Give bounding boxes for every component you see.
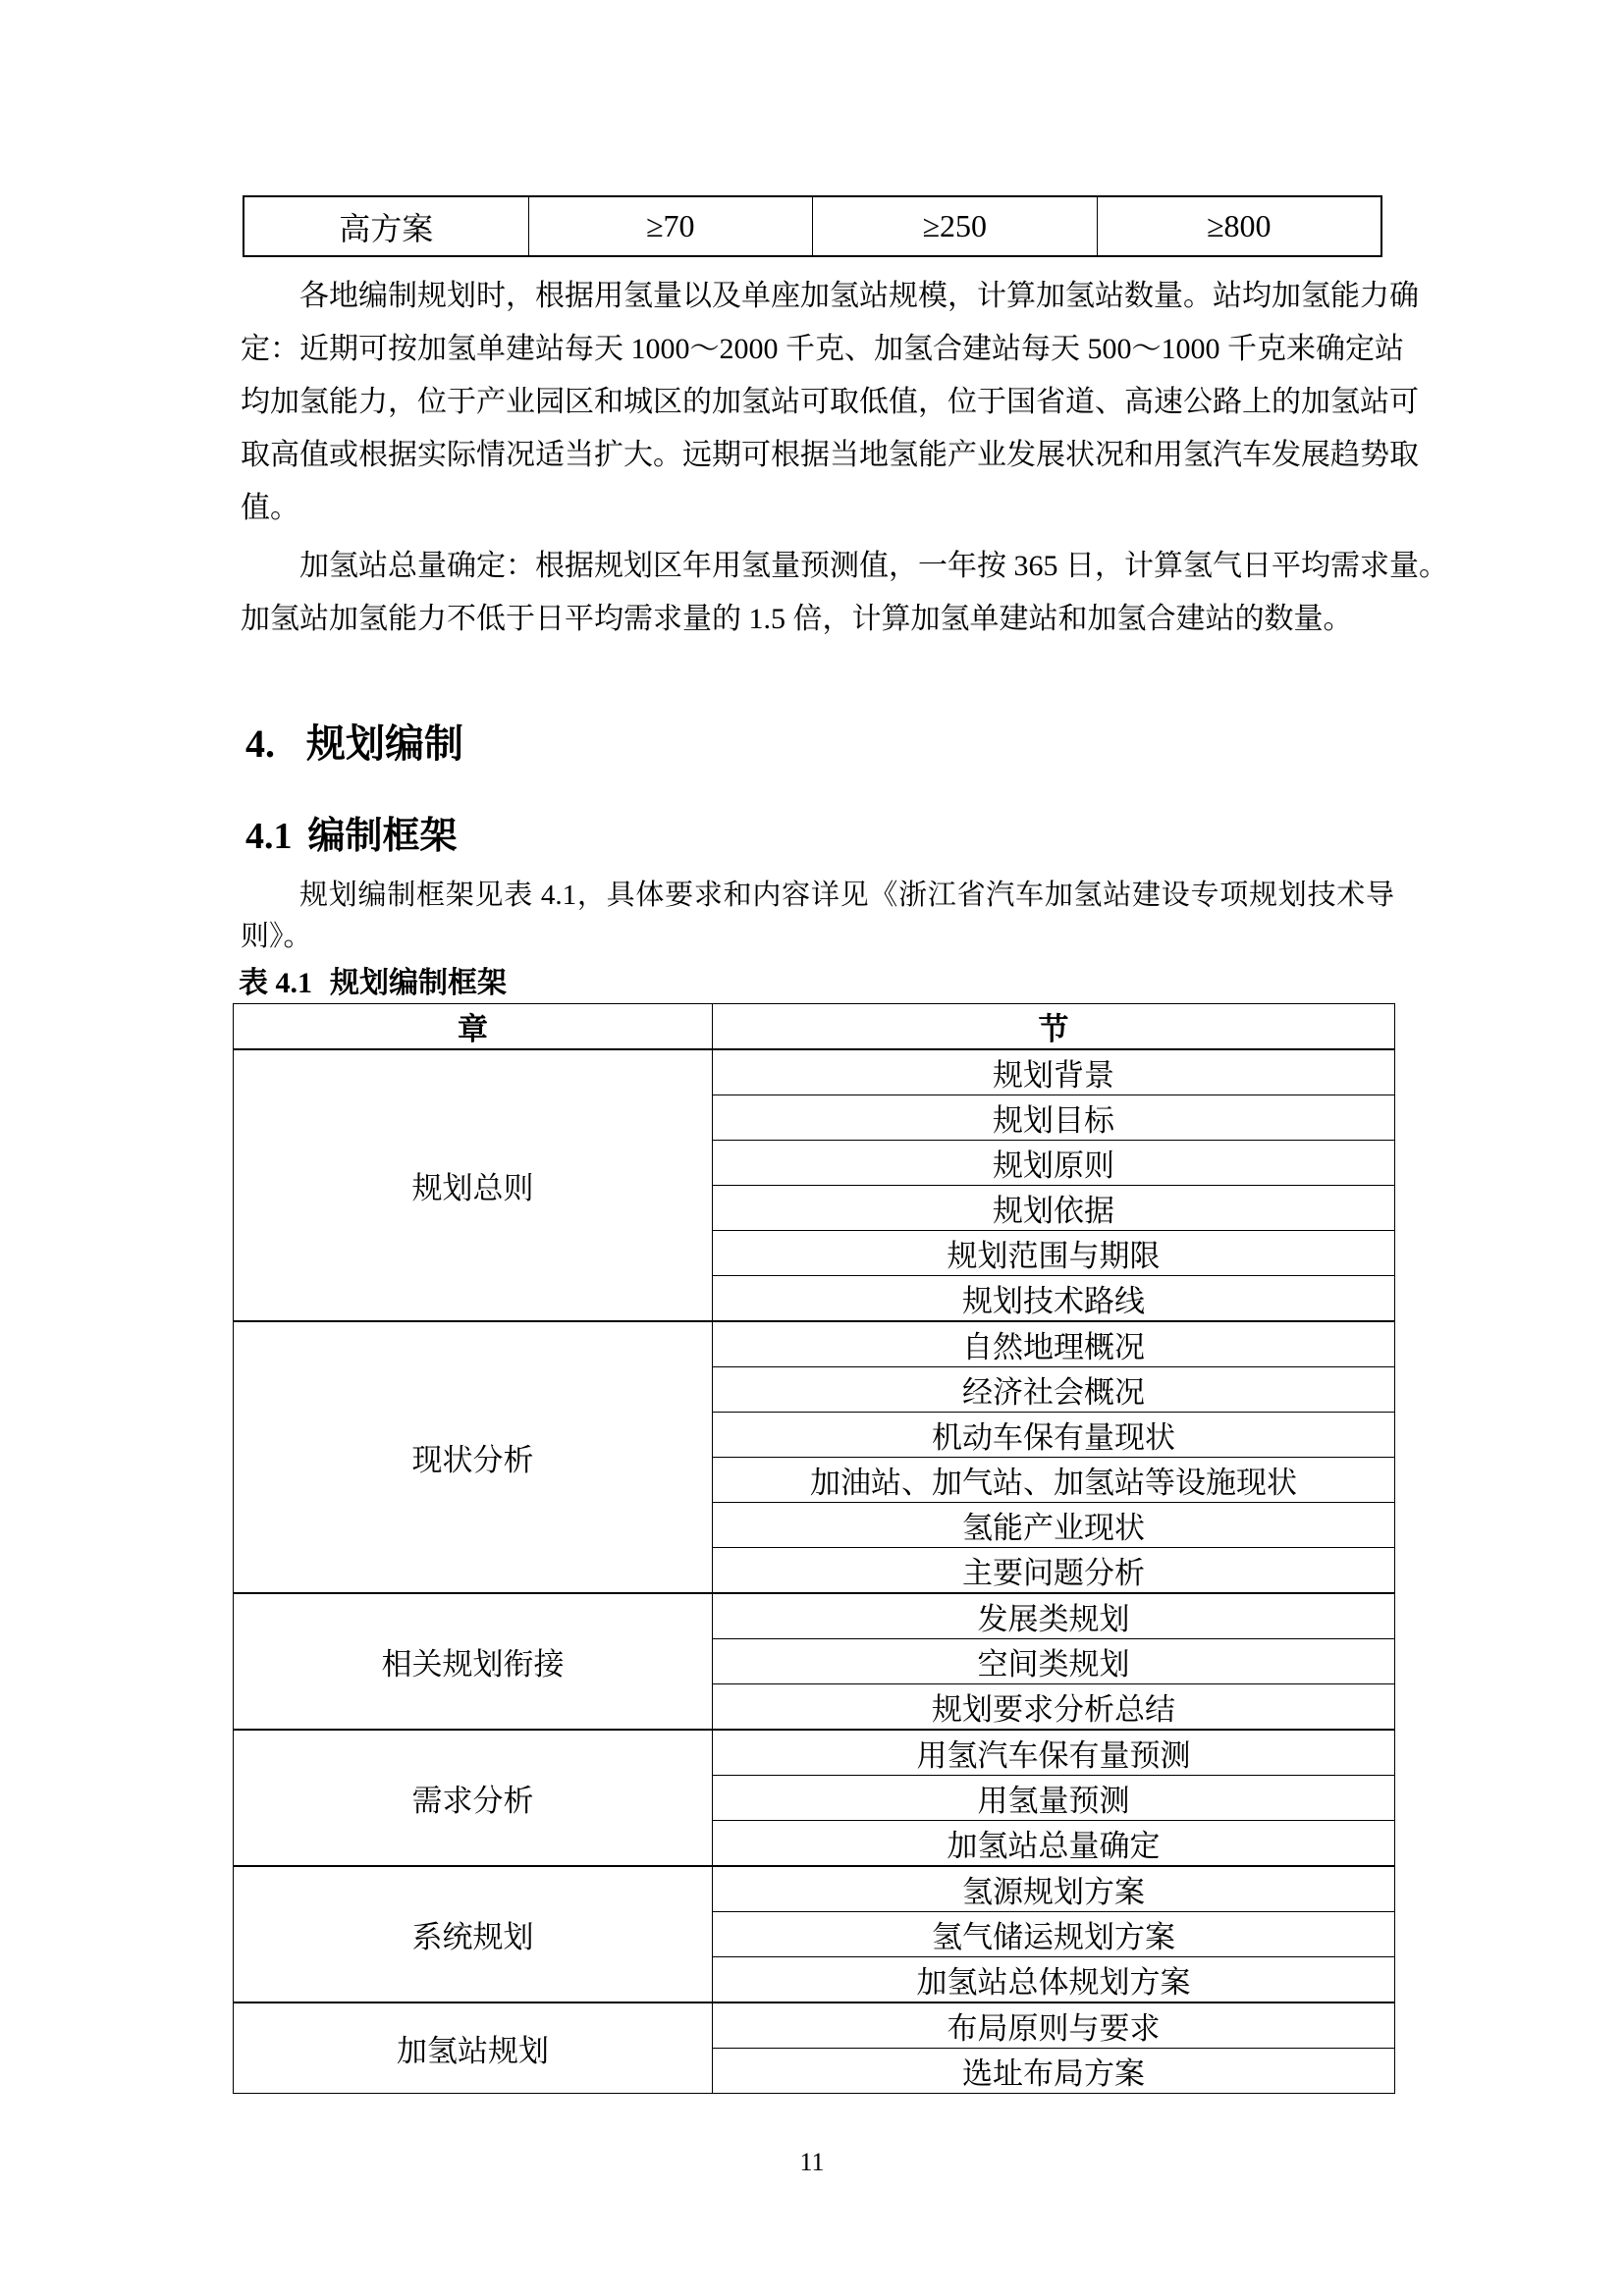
section-cell: 规划背景 xyxy=(713,1049,1395,1095)
section-cell: 主要问题分析 xyxy=(713,1548,1395,1594)
table-row xyxy=(234,1730,1395,1776)
column-header-chapter: 章 xyxy=(234,1004,713,1050)
section-title: 规划编制 xyxy=(306,721,463,766)
section-cell: 发展类规划 xyxy=(713,1593,1395,1639)
paragraph-line: 加氢站加氢能力不低于日平均需求量的 1.5 倍，计算加氢单建站和加氢合建站的数量。 xyxy=(241,603,1353,635)
section-cell: 经济社会概况 xyxy=(713,1367,1395,1413)
table-row xyxy=(234,1866,1395,1912)
section-cell: 氢能产业现状 xyxy=(713,1503,1395,1548)
table-row xyxy=(234,2002,1395,2049)
page-number: 11 xyxy=(799,2148,825,2176)
scheme-table-cell: ≥250 xyxy=(812,197,1097,255)
section-cell: 布局原则与要求 xyxy=(713,2002,1395,2049)
paragraph-line: 定：近期可按加氢单建站每天 1000～2000 千克、加氢合建站每天 500～1000 千克来确定站 xyxy=(241,333,1404,365)
paragraph-line: 加氢站总量确定：根据规划区年用氢量预测值，一年按 365 日，计算氢气日平均需求量。 xyxy=(299,550,1448,582)
paragraph-station-capacity xyxy=(241,270,1419,535)
section-cell: 选址布局方案 xyxy=(713,2049,1395,2094)
table-row xyxy=(234,1593,1395,1639)
chapter-cell: 加氢站规划 xyxy=(234,2002,713,2094)
section-cell: 规划原则 xyxy=(713,1141,1395,1186)
paragraph-line: 均加氢能力，位于产业园区和城区的加氢站可取低值，位于国省道、高速公路上的加氢站可 xyxy=(241,386,1419,418)
section-cell: 氢源规划方案 xyxy=(713,1866,1395,1912)
section-cell: 规划技术路线 xyxy=(713,1276,1395,1322)
section-cell: 加氢站总量确定 xyxy=(713,1821,1395,1867)
chapter-cell: 系统规划 xyxy=(234,1866,713,2002)
section-cell: 规划依据 xyxy=(713,1186,1395,1231)
scheme-table-cell: 高方案 xyxy=(339,210,434,246)
scheme-table-cell: ≥800 xyxy=(1097,197,1381,255)
section-cell: 自然地理概况 xyxy=(713,1321,1395,1367)
section-cell: 空间类规划 xyxy=(713,1639,1395,1684)
framework-table xyxy=(233,1003,1395,2094)
section-heading xyxy=(245,713,463,769)
section-cell: 规划目标 xyxy=(713,1095,1395,1141)
paragraph-total-quantity xyxy=(241,540,1448,646)
section-cell: 用氢量预测 xyxy=(713,1776,1395,1821)
chapter-cell: 现状分析 xyxy=(234,1321,713,1593)
scheme-table-row xyxy=(243,195,1382,257)
section-cell: 规划要求分析总结 xyxy=(713,1684,1395,1731)
paragraph-line: 则》。 xyxy=(241,921,312,952)
section-cell: 规划范围与期限 xyxy=(713,1231,1395,1276)
table-caption-number: 表 4.1 xyxy=(239,967,312,999)
section-cell: 加氢站总体规划方案 xyxy=(713,1957,1395,2003)
section-cell: 加油站、加气站、加氢站等设施现状 xyxy=(713,1458,1395,1503)
subsection-number: 4.1 xyxy=(245,816,293,857)
table-row xyxy=(234,1321,1395,1367)
chapter-cell: 相关规划衔接 xyxy=(234,1593,713,1730)
subsection-heading xyxy=(245,805,458,859)
section-cell: 用氢汽车保有量预测 xyxy=(713,1730,1395,1776)
table-caption-title: 规划编制框架 xyxy=(330,967,507,999)
subsection-title: 编制框架 xyxy=(307,816,458,857)
table-row xyxy=(234,1049,1395,1095)
column-header-section: 节 xyxy=(713,1004,1395,1050)
table-header-row xyxy=(234,1004,1395,1050)
chapter-cell: 需求分析 xyxy=(234,1730,713,1866)
framework-table-body xyxy=(234,1049,1395,2094)
paragraph-framework-intro xyxy=(241,875,1394,957)
section-cell: 机动车保有量现状 xyxy=(713,1413,1395,1458)
chapter-cell: 规划总则 xyxy=(234,1049,713,1321)
paragraph-line: 取高值或根据实际情况适当扩大。远期可根据当地氢能产业发展状况和用氢汽车发展趋势取 xyxy=(241,439,1419,471)
paragraph-line: 各地编制规划时，根据用氢量以及单座加氢站规模，计算加氢站数量。站均加氢能力确 xyxy=(299,280,1419,312)
section-cell: 氢气储运规划方案 xyxy=(713,1912,1395,1957)
scheme-table-cell: ≥70 xyxy=(528,197,813,255)
table-caption xyxy=(239,958,507,1001)
paragraph-line: 规划编制框架见表 4.1，具体要求和内容详见《浙江省汽车加氢站建设专项规划技术导 xyxy=(299,880,1394,911)
paragraph-line: 值。 xyxy=(241,492,299,524)
section-number: 4. xyxy=(245,721,275,766)
